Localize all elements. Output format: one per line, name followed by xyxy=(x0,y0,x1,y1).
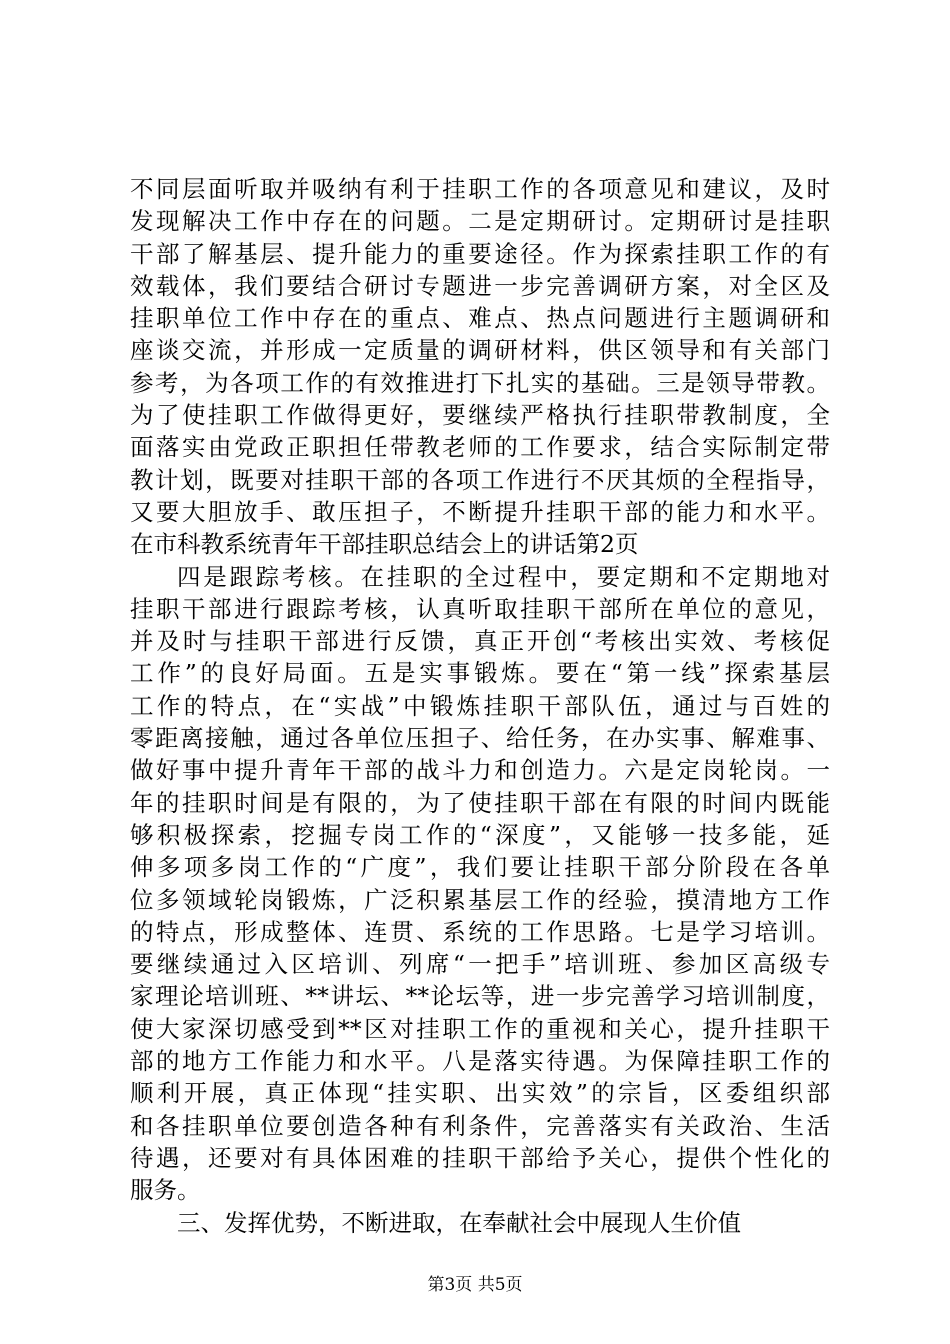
body-text xyxy=(130,173,830,1239)
page-number-footer: 第3页 共5页 xyxy=(427,1275,523,1295)
text-line: 家理论培训班、**讲坛、**论坛等，进一步完善学习培训制度， xyxy=(130,982,830,1011)
text-line: 效载体，我们要结合研讨专题进一步完善调研方案，对全区及 xyxy=(130,271,830,300)
text-line: 位多领域轮岗锻炼，广泛积累基层工作的经验，摸清地方工作 xyxy=(130,885,830,914)
text-line: 座谈交流，并形成一定质量的调研材料，供区领导和有关部门 xyxy=(130,336,830,365)
text-line: 年的挂职时间是有限的，为了使挂职干部在有限的时间内既能 xyxy=(130,788,830,817)
text-line: 零距离接触，通过各单位压担子、给任务，在办实事、解难事、 xyxy=(130,724,830,753)
text-line: 做好事中提升青年干部的战斗力和创造力。六是定岗轮岗。一 xyxy=(130,756,830,785)
text-line: 挂职单位工作中存在的重点、难点、热点问题进行主题调研和 xyxy=(130,304,830,333)
text-line: 够积极探索，挖掘专岗工作的“深度”，又能够一技多能，延 xyxy=(130,820,830,849)
text-line: 使大家深切感受到**区对挂职工作的重视和关心，提升挂职干 xyxy=(130,1014,830,1043)
page-title-line: 在市科教系统青年干部挂职总结会上的讲话第2页 xyxy=(130,530,639,559)
text-line: 和各挂职单位要创造各种有利条件，完善落实有关政治、生活 xyxy=(130,1111,830,1140)
paragraph-end-line: 服务。 xyxy=(130,1176,201,1205)
text-line: 并及时与挂职干部进行反馈，真正开创“考核出实效、考核促 xyxy=(130,627,830,656)
text-line: 工作”的良好局面。五是实事锻炼。要在“第一线”探索基层 xyxy=(130,659,830,688)
text-line: 为了使挂职工作做得更好，要继续严格执行挂职带教制度，全 xyxy=(130,401,830,430)
section-heading: 三、发挥优势，不断进取，在奉献社会中展现人生价值 xyxy=(177,1208,741,1237)
paragraph-start-line: 四是跟踪考核。在挂职的全过程中，要定期和不定期地对 xyxy=(177,562,830,591)
text-line: 的特点，形成整体、连贯、系统的工作思路。七是学习培训。 xyxy=(130,917,830,946)
text-line: 发现解决工作中存在的问题。二是定期研讨。定期研讨是挂职 xyxy=(130,207,830,236)
text-line: 工作的特点，在“实战”中锻炼挂职干部队伍，通过与百姓的 xyxy=(130,691,830,720)
text-line: 部的地方工作能力和水平。八是落实待遇。为保障挂职工作的 xyxy=(130,1047,830,1076)
text-line: 参考，为各项工作的有效推进打下扎实的基础。三是领导带教。 xyxy=(130,368,830,397)
text-line: 不同层面听取并吸纳有利于挂职工作的各项意见和建议，及时 xyxy=(130,175,830,203)
text-line: 伸多项多岗工作的“广度”，我们要让挂职干部分阶段在各单 xyxy=(130,853,830,882)
text-line: 教计划，既要对挂职干部的各项工作进行不厌其烦的全程指导， xyxy=(130,465,830,494)
text-line: 待遇，还要对有具体困难的挂职干部给予关心，提供个性化的 xyxy=(130,1143,830,1172)
text-line: 顺利开展，真正体现“挂实职、出实效”的宗旨，区委组织部 xyxy=(130,1079,830,1108)
text-line: 又要大胆放手、敢压担子，不断提升挂职干部的能力和水平。 xyxy=(130,497,830,526)
text-line: 挂职干部进行跟踪考核，认真听取挂职干部所在单位的意见， xyxy=(130,594,830,623)
text-line: 干部了解基层、提升能力的重要途径。作为探索挂职工作的有 xyxy=(130,239,830,268)
text-line: 要继续通过入区培训、列席“一把手”培训班、参加区高级专 xyxy=(130,950,830,979)
text-line: 面落实由党政正职担任带教老师的工作要求，结合实际制定带 xyxy=(130,433,830,462)
